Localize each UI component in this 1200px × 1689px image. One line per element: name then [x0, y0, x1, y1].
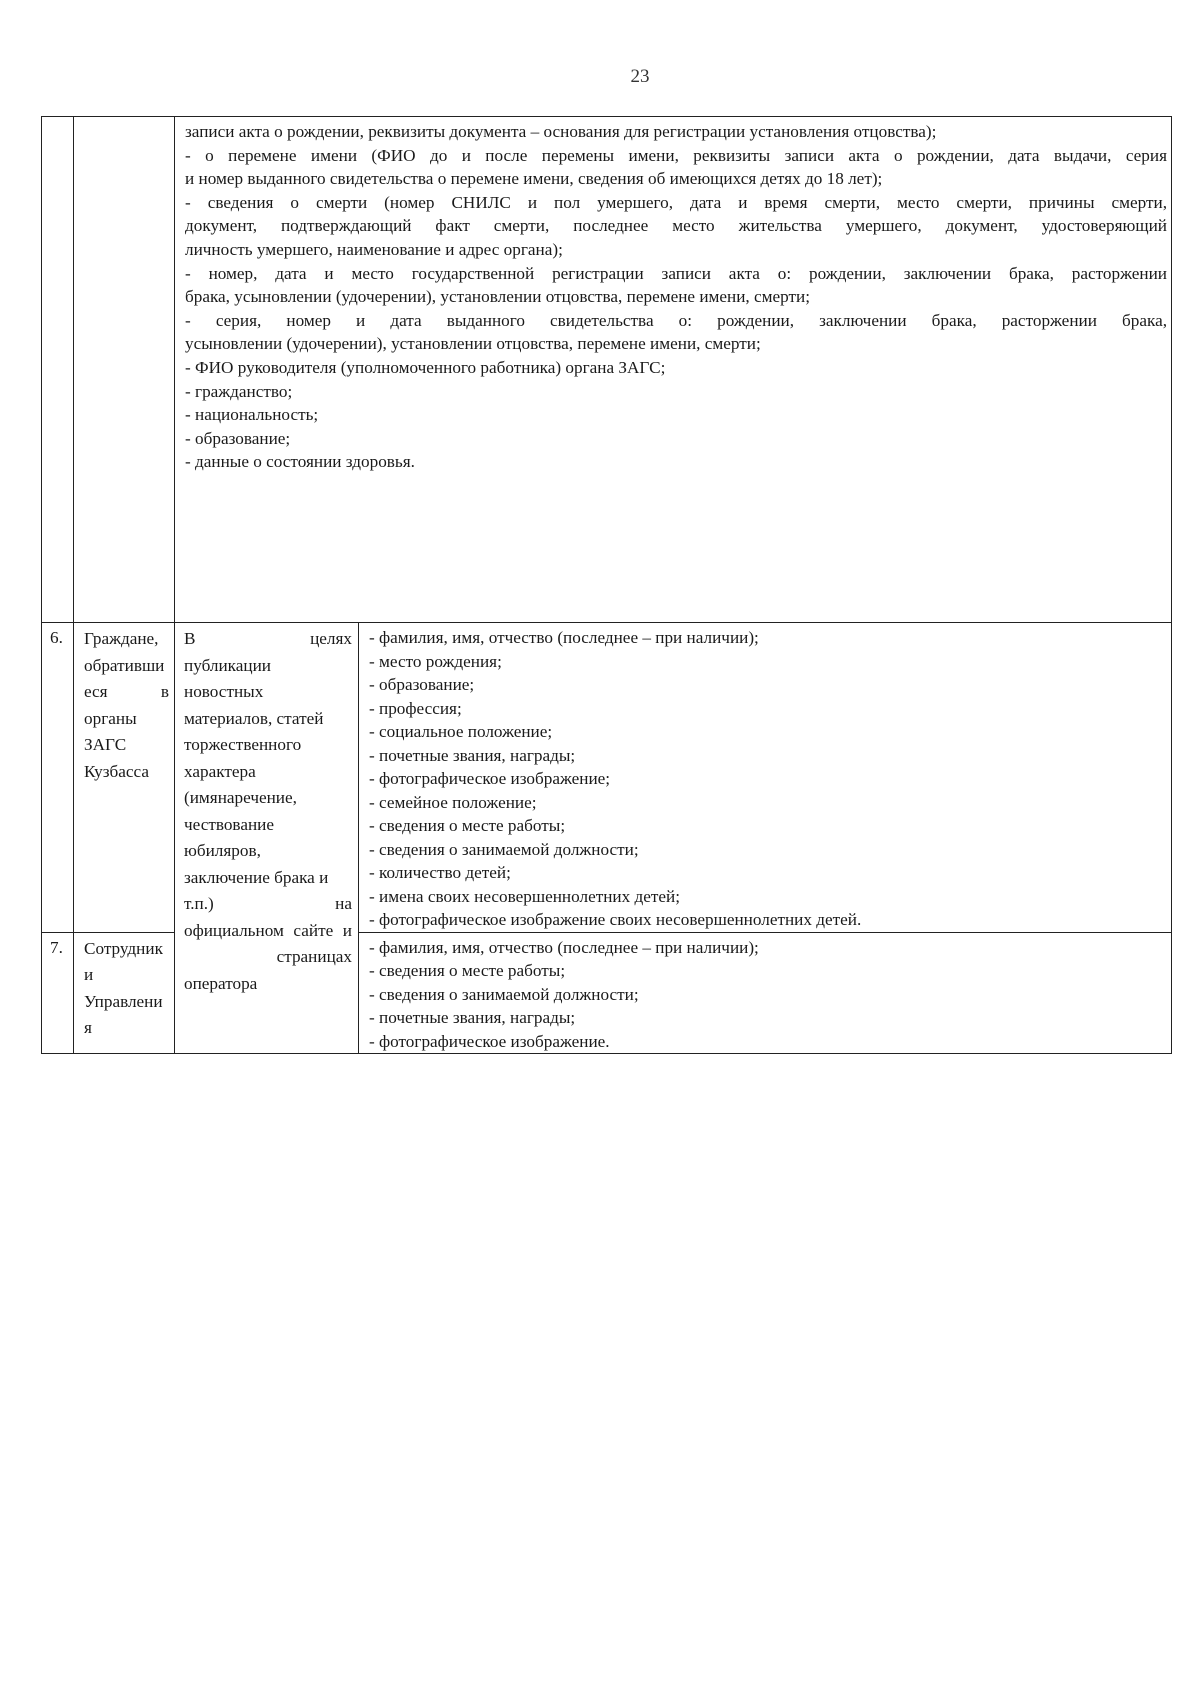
list-item: - фотографическое изображение своих несовершеннолетних детей. — [369, 910, 862, 929]
text-line: - серия, номер и дата выданного свидетельства о: рождении, заключении брака, расторжении брака, — [185, 310, 1167, 330]
text-line: - номер, дата и место государственной регистрации записи акта о: рождении, заключении брака, расторжении — [185, 263, 1167, 283]
list-item: - почетные звания, награды; — [369, 1008, 576, 1027]
purpose-line: т.п.) на — [184, 894, 352, 913]
purpose-line: (имянаречение, — [184, 788, 297, 807]
purpose-line: оператора — [184, 973, 258, 993]
list-item: - фамилия, имя, отчество (последнее – при наличии); — [369, 628, 759, 647]
continued-data-lines — [185, 120, 1167, 474]
purpose-line: страницах — [276, 947, 352, 966]
list-item: - фотографическое изображение; — [369, 769, 611, 788]
row-number: 6. — [42, 623, 74, 933]
purpose-line: официальном сайте и — [184, 920, 352, 940]
purpose-line: характера — [184, 761, 256, 781]
text-line: - ФИО руководителя (уполномоченного работника) органа ЗАГС; — [185, 357, 666, 377]
list-item: - имена своих несовершеннолетних детей; — [369, 886, 680, 906]
list-item: - сведения о занимаемой должности; — [369, 984, 639, 1004]
cell-continued-data — [175, 117, 1172, 623]
text-line: - данные о состоянии здоровья. — [185, 452, 415, 472]
list-item: - образование; — [369, 675, 475, 694]
text-line: - сведения о смерти (номер СНИЛС и пол умершего, дата и время смерти, место смерти, причины смерти, — [185, 192, 1167, 212]
personal-data-list — [359, 932, 1172, 1054]
text-line: - гражданство; — [185, 381, 293, 401]
text-line: личность умершего, наименование и адрес органа); — [185, 239, 563, 259]
text-line: - образование; — [185, 428, 291, 448]
list-item: - фамилия, имя, отчество (последнее – при наличии); — [369, 937, 759, 957]
list-item: - фотографическое изображение. — [369, 1031, 610, 1051]
purpose-line: заключение брака и — [184, 867, 329, 887]
subject-line: Управлени — [84, 991, 163, 1011]
purpose-line: торжественного — [184, 735, 302, 754]
list-item: - семейное положение; — [369, 792, 537, 812]
personal-data-list — [359, 623, 1172, 933]
subject-category — [74, 932, 175, 1054]
subject-line: ЗАГС — [84, 735, 127, 754]
purpose-line: юбиляров, — [184, 841, 261, 860]
text-line: записи акта о рождении, реквизиты документа – основания для регистрации установления отцовства); — [185, 122, 937, 141]
purpose-line: новостных — [184, 682, 264, 701]
purpose-line: материалов, статей — [184, 708, 324, 728]
text-line: и номер выданного свидетельства о перемене имени, сведения об имеющихся детях до 18 лет); — [185, 169, 883, 189]
subject-line: Сотрудник — [84, 938, 163, 958]
list-item: - профессия; — [369, 698, 462, 718]
purpose-line: публикации — [184, 655, 271, 675]
text-line: - о перемене имени (ФИО до и после перемены имени, реквизиты записи акта о рождении, дата выдачи, серия — [185, 145, 1167, 165]
subject-line: обративши — [84, 655, 165, 675]
subject-line: органы — [84, 708, 137, 728]
subject-line: я — [84, 1018, 92, 1037]
data-table — [41, 116, 1172, 1054]
list-item: - место рождения; — [369, 651, 502, 671]
subject-line: и — [84, 965, 94, 984]
subject-line: Кузбасса — [84, 761, 150, 781]
list-item: - сведения о месте работы; — [369, 961, 566, 980]
cell-subject-empty — [74, 117, 175, 623]
purpose-line: В целях — [184, 629, 352, 648]
text-line: усыновлении (удочерении), установлении отцовства, перемене имени, смерти; — [185, 334, 761, 354]
subject-line: еся в — [84, 682, 169, 701]
purpose-line: чествование — [184, 814, 274, 834]
text-line: брака, усыновлении (удочерении), установлении отцовства, перемене имени, смерти; — [185, 287, 811, 307]
cell-number-empty — [42, 117, 74, 623]
list-item: - сведения о занимаемой должности; — [369, 839, 639, 859]
text-line: документ, подтверждающий факт смерти, последнее место жительства умершего, документ, удостоверяющий — [185, 216, 1167, 236]
list-item: - сведения о месте работы; — [369, 816, 566, 835]
table-row-continuation — [42, 117, 1172, 623]
subject-line: Граждане, — [84, 629, 159, 648]
page-number: 23 — [630, 66, 650, 87]
list-item: - социальное положение; — [369, 722, 553, 741]
list-item: - почетные звания, награды; — [369, 745, 576, 765]
subject-category — [74, 623, 175, 933]
table-row-6 — [42, 623, 1172, 933]
list-item: - количество детей; — [369, 863, 511, 882]
text-line: - национальность; — [185, 405, 319, 425]
row-number: 7. — [42, 932, 74, 1054]
processing-purpose — [175, 623, 359, 1054]
